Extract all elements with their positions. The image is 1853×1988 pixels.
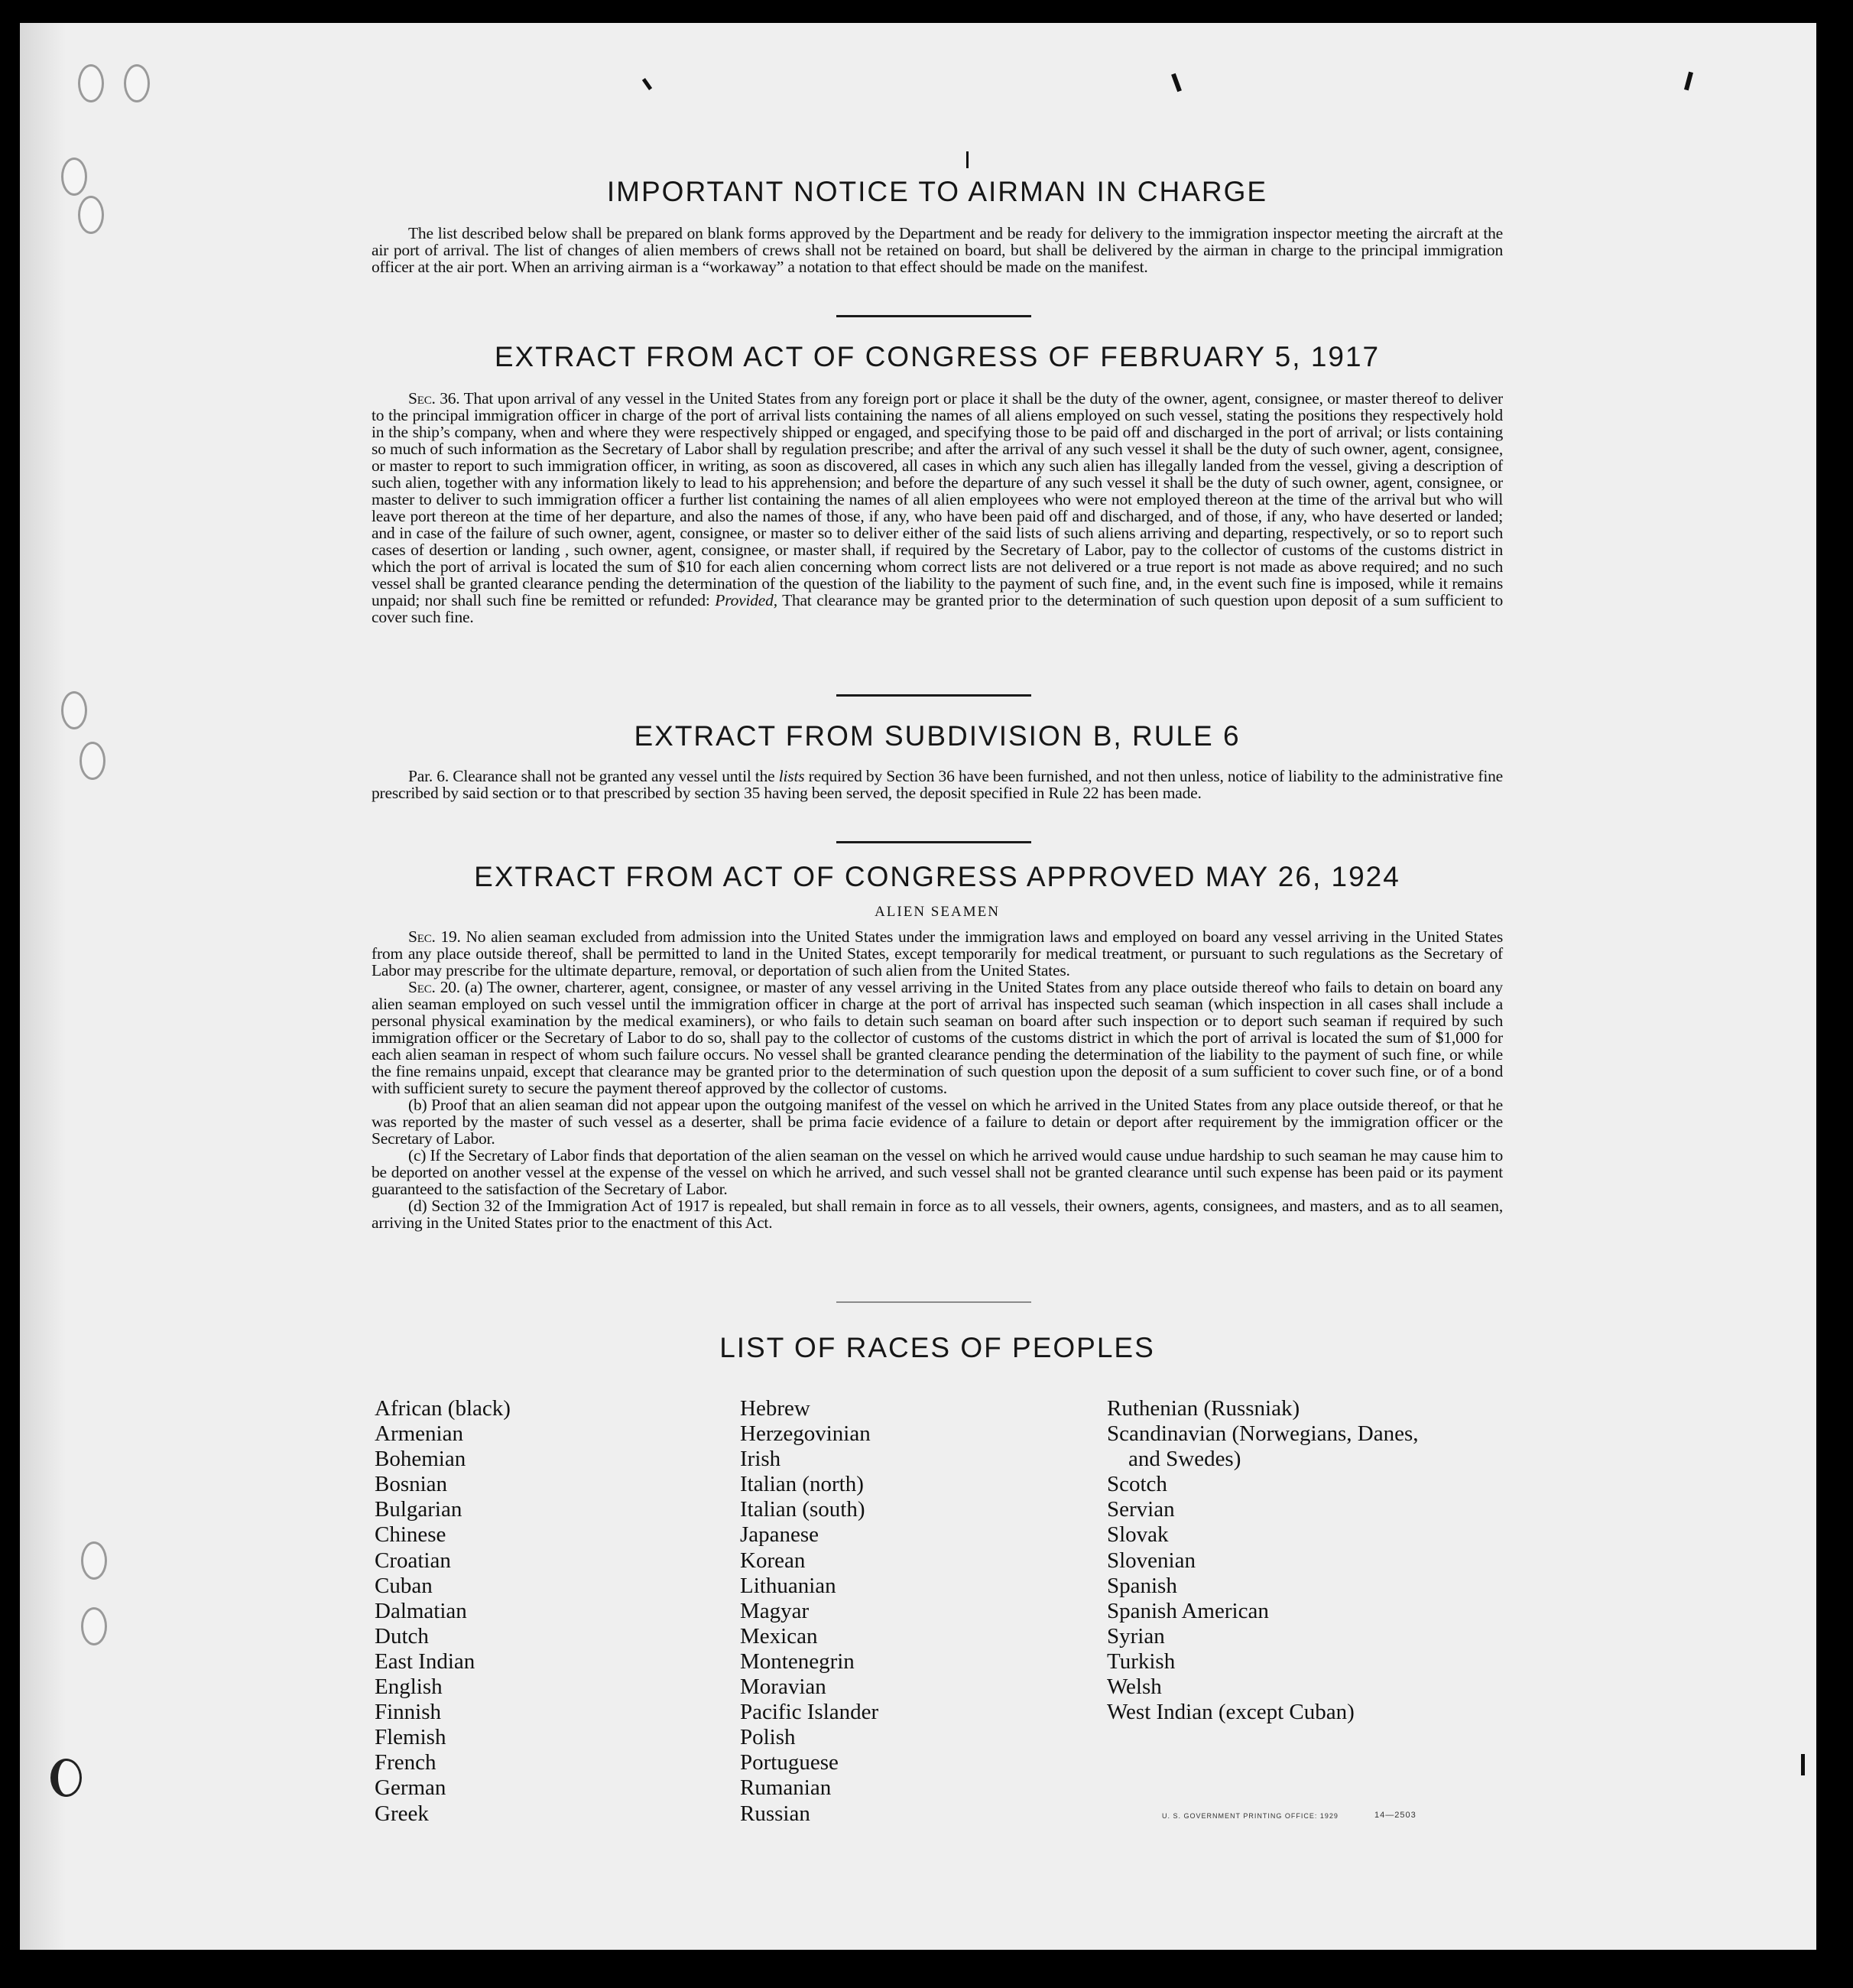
sec36-text-b: That clearance may be granted prior to the determination of such question upon deposit of a sum sufficient to cover such fine. xyxy=(372,591,1503,626)
race-item: Italian (north) xyxy=(740,1472,864,1497)
races-column-2 xyxy=(740,1396,878,1827)
race-item: Slovak xyxy=(1107,1522,1169,1548)
act-1924-sec20d: (d) Section 32 of the Immigration Act of 1917 is repealed, but shall remain in force as to all vessels, their owners, agents, consignees, and masters, and as to all seamen, arriving in the United States prior to the enactment of this Act. xyxy=(372,1197,1503,1232)
section-divider xyxy=(836,1301,1031,1303)
race-item: Magyar xyxy=(740,1598,810,1623)
race-item: Greek xyxy=(375,1801,429,1826)
sec36-label: Sec. 36. xyxy=(408,389,460,408)
race-item: Spanish xyxy=(1107,1573,1177,1598)
act-1924-title: EXTRACT FROM ACT OF CONGRESS APPROVED MAY 26, 1924 xyxy=(474,861,1400,892)
act-1917-title: EXTRACT FROM ACT OF CONGRESS OF FEBRUARY 5, 1917 xyxy=(494,341,1381,372)
act-1924-sec20b: (b) Proof that an alien seaman did not appear upon the outgoing manifest of the vessel on which he arrived in the United States from any place outside thereof, or that he was reported by the master of such vessel as a deserter, shall be prima facie evidence of a failure to detain or deport after requirement by the immigration officer or the Secretary of Labor. xyxy=(372,1096,1503,1148)
race-item: Spanish American xyxy=(1107,1598,1269,1623)
scan-mark xyxy=(1684,72,1693,91)
sec20a-text: (a) The owner, charterer, agent, consignee, or master of any vessel arriving in the United States from any place outside thereof who fails to detain on board any alien seaman employed on such vessel until the immigration officer in charge at the port of arrival has inspected such seaman (which inspection in all cases shall include a personal physical examination by the medical examiners), or who fails to detain such seaman on board after such inspection or to deport such seaman if required by such immigration officer or the Secretary of Labor to do so, shall pay to the collector of customs of the customs district in which the port of arrival is located the sum of $1,000 for each alien seaman in respect of whom such failure occurs. No vessel shall be granted clearance pending the determination of the liability to the payment of such fine, or while the fine remains unpaid, except that clearance may be granted prior to the determination of such question upon the deposit of a sum sufficient to cover such fine, or of a bond with sufficient surety to secure the payment thereof approved by the collector of customs. xyxy=(372,978,1503,1097)
race-item: Japanese xyxy=(740,1522,819,1548)
scanned-page-frame xyxy=(20,23,1816,1950)
page-edge-shadow xyxy=(20,23,66,1950)
sec19-text: No alien seaman excluded from admission into the United States under the immigration laws and employed on board any vessel arriving in the United States from any place outside thereof, shall be permitted to land in the United States, except temporarily for medical treatment, or pursuant to such regulations as the Secretary of Labor may prescribe for the ultimate departure, removal, or deportation of such alien from the United States. xyxy=(372,927,1503,979)
punch-hole xyxy=(78,64,104,102)
race-item: Servian xyxy=(1107,1497,1175,1522)
section-divider xyxy=(836,315,1031,317)
race-item: East Indian xyxy=(375,1649,475,1674)
act-1917-sec36 xyxy=(372,390,1503,625)
punch-hole xyxy=(61,691,87,729)
scan-mark xyxy=(642,78,652,90)
race-item: Mexican xyxy=(740,1623,818,1649)
race-item: Herzegovinian xyxy=(740,1421,871,1447)
race-item: Croatian xyxy=(375,1548,451,1573)
race-item: Dalmatian xyxy=(375,1598,467,1623)
race-item: Bulgarian xyxy=(375,1497,462,1522)
document-page xyxy=(20,23,1816,1950)
punch-hole xyxy=(50,1759,82,1797)
punch-hole xyxy=(78,196,104,234)
scan-mark xyxy=(1801,1754,1805,1775)
sec20-label: Sec. 20. xyxy=(408,978,460,996)
races-section xyxy=(372,1332,1503,1364)
race-item: Bosnian xyxy=(375,1472,448,1497)
act-1924-sec20c: (c) If the Secretary of Labor finds that deportation of the alien seaman on the vessel on which he arrived would cause undue hardship to such seaman he may cause him to be deported on another vessel at the expense of the vessel on which he arrived, and such vessel shall not be granted clearance until such expense has been paid or its payment guaranteed to the satisfaction of the Secretary of Labor. xyxy=(372,1146,1503,1198)
race-item: Pacific Islander xyxy=(740,1700,879,1725)
airman-notice-title: IMPORTANT NOTICE TO AIRMAN IN CHARGE xyxy=(606,176,1268,207)
race-item: Bohemian xyxy=(375,1447,466,1472)
race-item: Ruthenian (Russniak) xyxy=(1107,1396,1300,1421)
race-item: Flemish xyxy=(375,1725,446,1750)
race-item: French xyxy=(375,1750,436,1775)
race-item: Syrian xyxy=(1107,1623,1165,1649)
race-item: German xyxy=(375,1775,446,1801)
airman-notice-body: The list described below shall be prepared on blank forms approved by the Department and be ready for delivery to the immigration inspector meeting the aircraft at the air port of arrival. The list of changes of alien members of crews shall not be retained on board, but shall be delivered by the airman in charge to the principal immigration officer at the air port. When an arriving airman is a “workaway” a notation to that effect should be made on the manifest. xyxy=(372,224,1503,276)
rule6-title: EXTRACT FROM SUBDIVISION B, RULE 6 xyxy=(634,720,1241,752)
race-item: African (black) xyxy=(375,1396,511,1421)
race-item: Slovenian xyxy=(1107,1548,1196,1573)
form-number: 14—2503 xyxy=(1374,1811,1417,1820)
printer-imprint: U. S. GOVERNMENT PRINTING OFFICE: 1929 xyxy=(1162,1812,1339,1820)
scan-mark xyxy=(966,151,969,168)
race-item: Portuguese xyxy=(740,1750,839,1775)
race-item: Montenegrin xyxy=(740,1649,855,1674)
punch-hole xyxy=(80,742,105,780)
act-1924-section xyxy=(372,861,1503,1231)
race-item: Russian xyxy=(740,1801,810,1826)
rule6-text-b: required by Section 36 have been furnished, and not then unless, notice of liability to the administrative fine prescribed by said section or to that prescribed by section 35 having been served, the deposit specified in Rule 22 has been made. xyxy=(372,767,1503,802)
act-1917-section xyxy=(372,341,1503,625)
race-item: Welsh xyxy=(1107,1675,1162,1700)
section-divider xyxy=(836,841,1031,843)
race-item: West Indian (except Cuban) xyxy=(1107,1700,1355,1725)
punch-hole xyxy=(61,158,87,196)
section-divider xyxy=(836,694,1031,697)
rule6-par6 xyxy=(372,768,1503,801)
race-item: Korean xyxy=(740,1548,806,1573)
rule6-section xyxy=(372,720,1503,801)
race-item: Scandinavian (Norwegians, Danes, xyxy=(1107,1421,1419,1447)
races-column-3 xyxy=(1107,1396,1419,1725)
race-item: Dutch xyxy=(375,1623,429,1649)
race-item: Italian (south) xyxy=(740,1497,865,1522)
race-item: Chinese xyxy=(375,1522,446,1548)
race-item: Polish xyxy=(740,1725,796,1750)
race-item: Scotch xyxy=(1107,1472,1167,1497)
punch-hole xyxy=(81,1607,107,1645)
punch-hole xyxy=(124,64,150,102)
race-item: Cuban xyxy=(375,1573,433,1598)
rule6-text-a: Par. 6. Clearance shall not be granted any vessel until the xyxy=(408,767,779,785)
race-item: Finnish xyxy=(375,1700,442,1725)
race-item: Moravian xyxy=(740,1675,826,1700)
act-1924-sec19 xyxy=(372,928,1503,979)
rule6-lists: lists xyxy=(778,767,805,785)
race-item: Irish xyxy=(740,1447,781,1472)
race-item: English xyxy=(375,1675,443,1700)
race-item: Turkish xyxy=(1107,1649,1176,1674)
sec36-text-a: That upon arrival of any vessel in the United States from any foreign port or place it shall be the duty of the owner, agent, consignee, or master thereof to deliver to the principal immigration officer in charge of the port of arrival lists containing the names of all aliens employed on such vessel, stating the positions they respectively hold in the ship’s company, when and where they were respectively shipped or engaged, and specifying those to be paid off and discharged in the port of arrival; or lists containing so much of such information as the Secretary of Labor shall by regulation prescribe; and after the arrival of any such vessel it shall be the duty of such owner, agent, consignee, or master to report to such immigration officer, in writing, as soon as discovered, all cases in which any such alien has illegally landed from the vessel, giving a description of such alien, together with any information likely to lead to his apprehension; and before the departure of any such vessel it shall be the duty of such owner, agent, consignee, or master to deliver to such immigration officer a further list containing the names of all alien employees who were not employed thereon at the time of the arrival but who will leave port thereon at the time of her departure, and also the names of those, if any, who have been paid off and discharged, and of those, if any, who have deserted or landed; and in case of the failure of such owner, agent, consignee, or master so to deliver either of the said lists of such aliens arriving and departing, respectively, or so to report such cases of desertion or landing , such owner, agent, consignee, or master shall, if required by the Secretary of Labor, pay to the collector of customs of the customs district in which the port of arrival is located the sum of $10 for each alien concerning whom correct lists are not delivered or a true report is not made as above required; and no such vessel shall be granted clearance pending the determination of the question of the liability to the payment of such fine, and, in the event such fine is imposed, while it remains unpaid; nor shall such fine be remitted or refunded: xyxy=(372,389,1503,609)
sec19-label: Sec. 19. xyxy=(408,927,461,946)
race-item: Armenian xyxy=(375,1421,463,1447)
races-column-1 xyxy=(375,1396,511,1827)
race-item: Rumanian xyxy=(740,1775,832,1801)
race-item: Lithuanian xyxy=(740,1573,836,1598)
scan-mark xyxy=(1171,73,1182,93)
airman-notice-section xyxy=(372,176,1503,275)
race-item: and Swedes) xyxy=(1128,1447,1241,1472)
act-1924-sec20a xyxy=(372,979,1503,1096)
sec36-provided: Provided, xyxy=(715,591,777,609)
punch-hole xyxy=(81,1541,107,1580)
races-title: LIST OF RACES OF PEOPLES xyxy=(719,1332,1155,1363)
race-item: Hebrew xyxy=(740,1396,810,1421)
alien-seamen-subtitle: ALIEN SEAMEN xyxy=(875,904,1000,920)
